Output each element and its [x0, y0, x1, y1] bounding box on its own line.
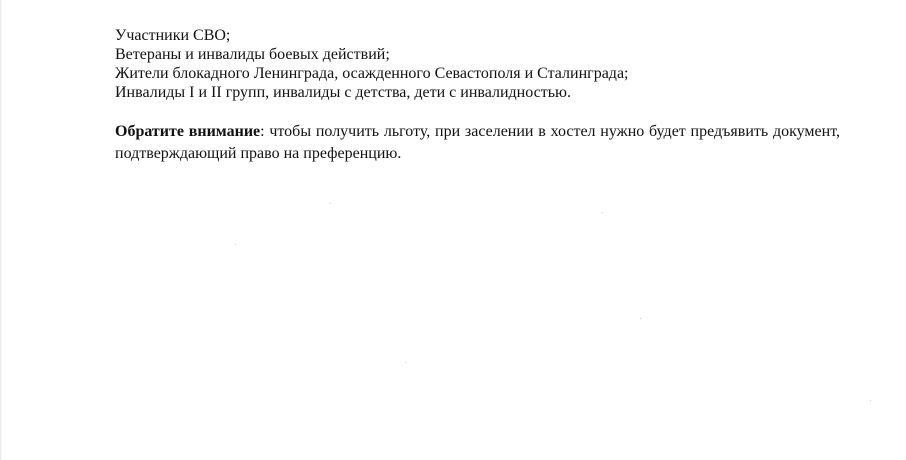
beneficiary-line: Ветераны и инвалиды боевых действий; — [115, 46, 390, 63]
scan-speck — [870, 400, 871, 401]
notice-body: чтобы получить льготу, при заселении в хостел нужно будет предъявить документ, подтверждающий право на преференцию. — [115, 123, 840, 162]
document-text — [115, 26, 840, 181]
scan-speck — [330, 203, 331, 204]
notice-emphasis: Обратите внимание — [115, 123, 261, 140]
notice-paragraph — [115, 121, 840, 165]
scan-speck — [640, 318, 641, 319]
scan-speck — [405, 362, 406, 363]
scan-speck — [235, 244, 236, 245]
scan-edge-shadow — [0, 0, 2, 460]
beneficiary-line: Инвалиды I и II групп, инвалиды с детства, дети с инвалидностью. — [115, 84, 571, 101]
beneficiary-line: Жители блокадного Ленинграда, осажденного Севастополя и Сталинграда; — [115, 65, 629, 82]
scan-speck — [602, 212, 603, 213]
notice-colon: : — [260, 123, 265, 140]
beneficiary-line: Участники СВО; — [115, 27, 231, 44]
